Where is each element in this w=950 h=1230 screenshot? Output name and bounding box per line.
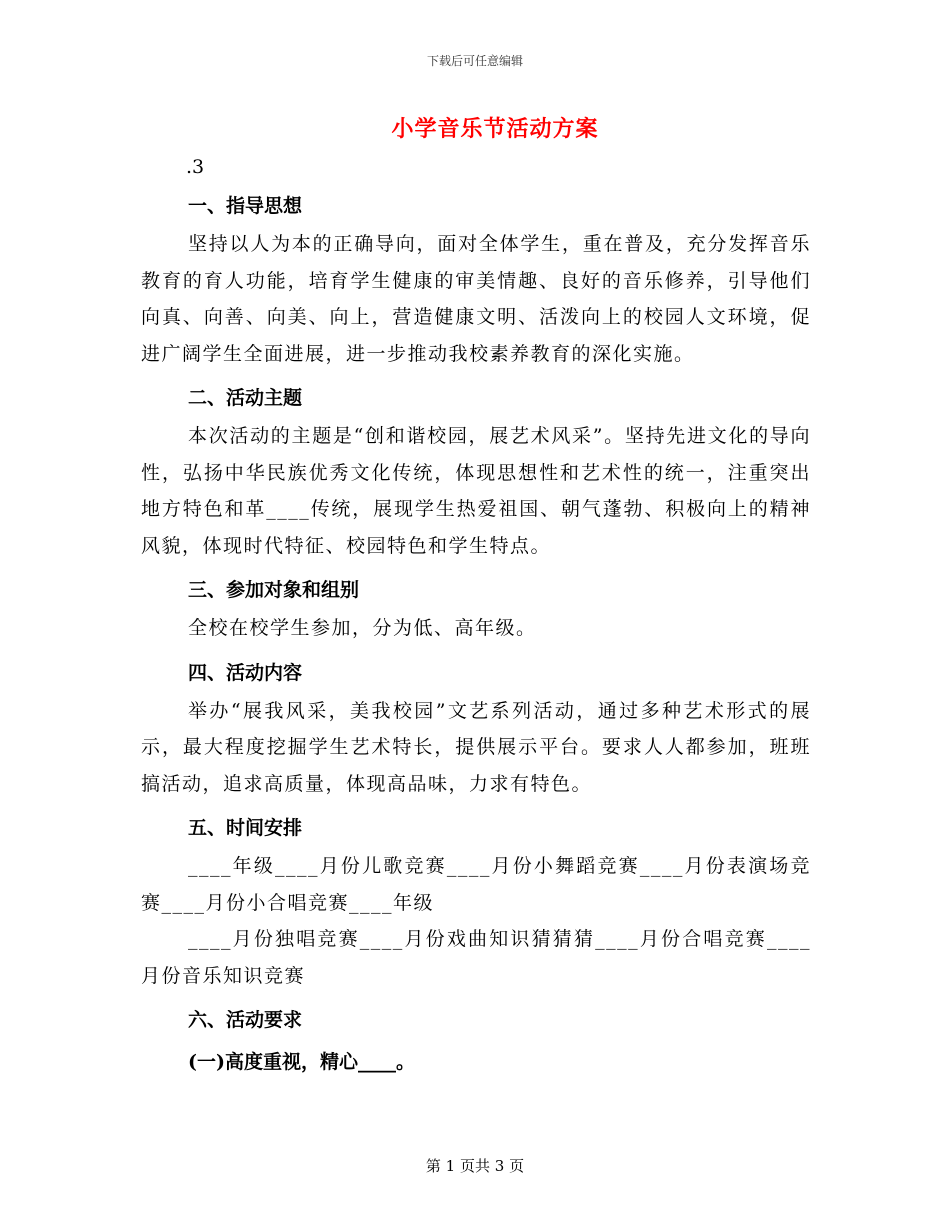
section-paragraph: 坚持以人为本的正确导向，面对全体学生，重在普及，充分发挥音乐教育的育人功能，培育学生健康的审美情趣、良好的音乐修养，引导他们向真、向善、向美、向上，营造健康文明、活泼向上的校园人文环境，促进广阔学生全面进展，进一步推动我校素养教育的深化实施。 xyxy=(141,233,811,365)
section-paragraph: 本次活动的主题是“创和谐校园，展艺术风采”。坚持先进文化的导向性，弘扬中华民族优秀文化传统，体现思想性和艺术性的统一，注重突出地方特色和革____传统，展现学生热爱祖国、朝气蓬勃、积极向上的精神风貌，体现时代特征、校园特色和学生特点。 xyxy=(141,425,811,557)
subsection-heading: (一)高度重视，精心____。 xyxy=(188,1051,415,1073)
section-paragraph: ____年级____月份儿歌竞赛____月份小舞蹈竞赛____月份表演场竞赛____月份小合唱竞赛____年级 xyxy=(141,855,811,914)
header-note: 下载后可任意编辑 xyxy=(426,54,523,68)
section-heading-schedule: 五、时间安排 xyxy=(188,817,303,839)
section-heading-activity-content: 四、活动内容 xyxy=(188,661,303,684)
section-paragraph: 全校在校学生参加，分为低、高年级。 xyxy=(188,617,537,639)
document-title: 小学音乐节活动方案 xyxy=(391,116,599,142)
section-heading-requirements: 六、活动要求 xyxy=(188,1009,303,1031)
section-heading-participants: 三、参加对象和组别 xyxy=(188,579,360,601)
page-reference: .3 xyxy=(186,156,205,178)
section-heading-guiding-ideology: 一、指导思想 xyxy=(188,195,303,217)
section-paragraph: ____月份独唱竞赛____月份戏曲知识猜猜猜____月份合唱竞赛____月份音乐知识竞赛 xyxy=(141,928,811,987)
page-footer: 第 1 页共 3 页 xyxy=(425,1157,525,1175)
document-body xyxy=(141,190,811,1082)
section-paragraph: 举办“展我风采，美我校园”文艺系列活动，通过多种艺术形式的展示，最大程度挖掘学生艺术特长，提供展示平台。要求人人都参加，班班搞活动，追求高质量，体现高品味，力求有特色。 xyxy=(141,699,811,795)
section-heading-activity-theme: 二、活动主题 xyxy=(188,387,303,409)
